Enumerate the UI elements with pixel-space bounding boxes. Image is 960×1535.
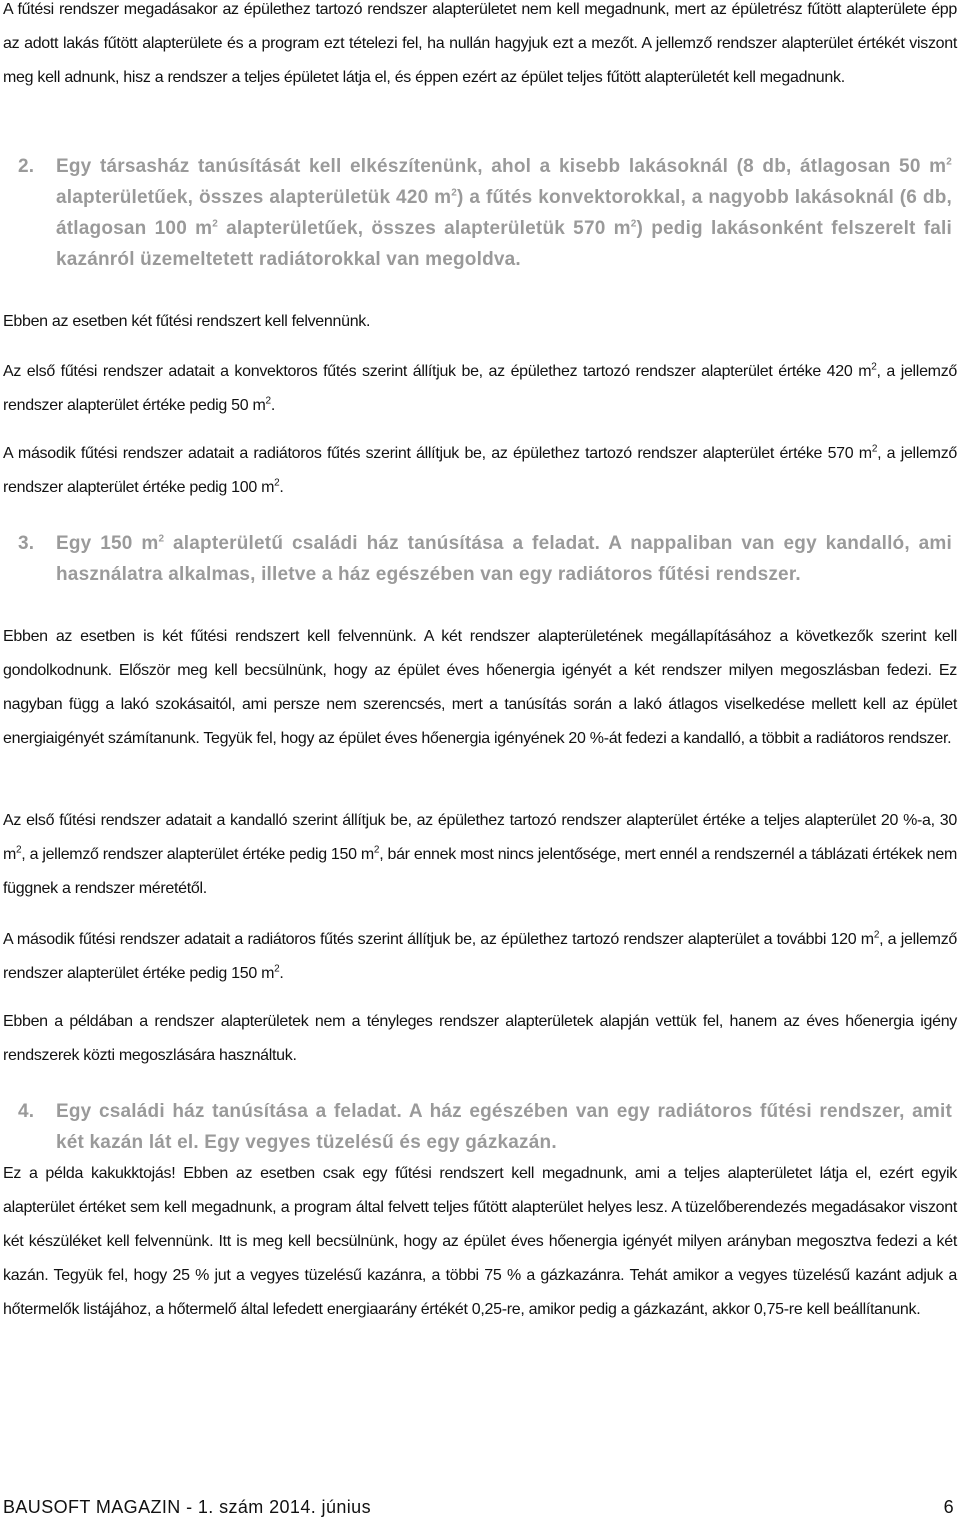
example-3-heading-text: Egy 150 $m^2$ alapterületű családi ház tanúsítása a feladat. A nappaliban van egy kandalló, ami használatra alkalmas, illetve a ház egészében van egy radiátoros fűtési rendszer.	[56, 533, 952, 585]
example-3-number: 3.	[18, 533, 35, 554]
example-2-paragraph-2: Az első fűtési rendszer adatait a konvektoros fűtés szerint állítjuk be, az épülethez tartozó rendszer alapterület értéke 420 $m^2$, a jellemző rendszer alapterület értéke pedig 50 $m^2$.	[3, 361, 957, 414]
example-3-paragraph-2: Az első fűtési rendszer adatait a kandalló szerint állítjuk be, az épülethez tartozó rendszer alapterület értéke a teljes alapterület 20 %-a, 30 $m^2$, a jellemző rendszer alapterület értéke pedig 150 $m^2$, bár ennek most nincs jelentősége, mert ennél a rendszernél a táblázati értékek nem függnek a rendszer méretétől.	[3, 812, 957, 897]
example-4-heading-text: Egy családi ház tanúsítása a feladat. A ház egészében van egy radiátoros fűtési rendszer, amit két kazán lát el. Egy vegyes tüzelésű és egy gázkazán.	[56, 1101, 952, 1153]
example-4-p1-block	[0, 1157, 960, 1327]
example-2-number: 2.	[18, 156, 35, 177]
example-3-p2-block	[0, 804, 960, 906]
example-2-line1-block	[0, 305, 960, 339]
page-footer	[3, 1497, 954, 1518]
footer-page-number: 6	[943, 1497, 954, 1517]
example-2-heading	[0, 151, 960, 275]
example-3-p1-block	[0, 620, 960, 756]
example-2-p3-block	[0, 437, 960, 505]
example-3-p4-block	[0, 1005, 960, 1073]
example-4-heading	[0, 1096, 960, 1158]
example-4-number: 4.	[18, 1101, 35, 1122]
example-3-paragraph-3: A második fűtési rendszer adatait a radiátoros fűtés szerint állítjuk be, az épülethez tartozó rendszer alapterület a további 120 $m^2$, a jellemző rendszer alapterület értéke pedig 150 $m^2$.	[3, 929, 958, 982]
example-4-paragraph-1: Ez a példa kakukktojás! Ebben az esetben csak egy fűtési rendszert kell megadnunk, ami a teljes alapterületet látja el, ezért egyik alapterület értéket sem kell megadnunk, a program által felvett teljes fűtött alapterület helyes lesz. A tüzelőberendezés megadásakor viszont két készüléket kell felvennünk. Itt is meg kell becsülnünk, hogy az épület éves hőenergia igényét milyen arányban megosztva fedezi a két kazán. Tegyük fel, hogy 25 % jut a vegyes tüzelésű kazánra, a többi 75 % a gázkazánra. Tehát amikor a vegyes tüzelésű kazánt adjuk a hőtermelők listájához, a hőtermelő által lefedett energiaarány értékét 0,25-re, amikor pedig a gázkazánt, akkor 0,75-re kell beállítanunk.	[3, 1165, 957, 1318]
intro-block	[0, 0, 960, 95]
example-2-line1: Ebben az esetben két fűtési rendszert kell felvennünk.	[3, 313, 371, 330]
example-3-paragraph-1: Ebben az esetben is két fűtési rendszert kell felvennünk. A két rendszer alapterületének megállapításához a következők szerint kell gondolkodnunk. Először meg kell becsülnünk, hogy az épület éves hőenergia igényét a két rendszer milyen megoszlásban fedezi. Ez nagyban függ a lakó szokásaitól, ami persze nem szerencsés, mert a tanúsítás során a lakó átlagos viselkedése mellett kell az épület energiaigényét számítanunk. Tegyük fel, hogy az épület éves hőenergia igényének 20 %-át fedezi a kandalló, a többit a radiátoros rendszer.	[3, 628, 957, 747]
example-3-paragraph-4: Ebben a példában a rendszer alapterületek nem a tényleges rendszer alapterületek alapján vettük fel, hanem az éves hőenergia igény rendszerek közti megoszlására használtuk.	[3, 1013, 957, 1064]
example-2-heading-text: Egy társasház tanúsítását kell elkészítenünk, ahol a kisebb lakásoknál (8 db, átlagosan 50 $m^2$ alapterületűek, összes alapterületük 420 $m^2$) a fűtés konvektorokkal, a nagyobb lakásoknál (6 db, átlagosan 100 $m^2$ alapterületűek, összes alapterületük 570 $m^2$) pedig lakásonként felszerelt fali kazánról üzemeltetett radiátorokkal van megoldva.	[56, 156, 952, 270]
example-3-heading	[0, 528, 960, 590]
example-2-p2-block	[0, 355, 960, 423]
intro-paragraph: A fűtési rendszer megadásakor az épülethez tartozó rendszer alapterületet nem kell megadnunk, mert az épületrész fűtött alapterülete épp az adott lakás fűtött alapterülete és a program ezt tételezi fel, ha nullán hagyjuk ezt a mezőt. A jellemző rendszer alapterület értékét viszont meg kell adnunk, hisz a rendszer a teljes épületet látja el, és éppen ezért az épület teljes fűtött alapterületét kell megadnunk.	[3, 1, 957, 86]
example-3-p3-block	[0, 923, 960, 991]
example-2-paragraph-3: A második fűtési rendszer adatait a radiátoros fűtés szerint állítjuk be, az épülethez tartozó rendszer alapterület értéke 570 $m^2$, a jellemző rendszer alapterület értéke pedig 100 $m^2$.	[3, 443, 957, 496]
footer-publication: BAUSOFT MAGAZIN - 1. szám 2014. június	[3, 1497, 371, 1517]
